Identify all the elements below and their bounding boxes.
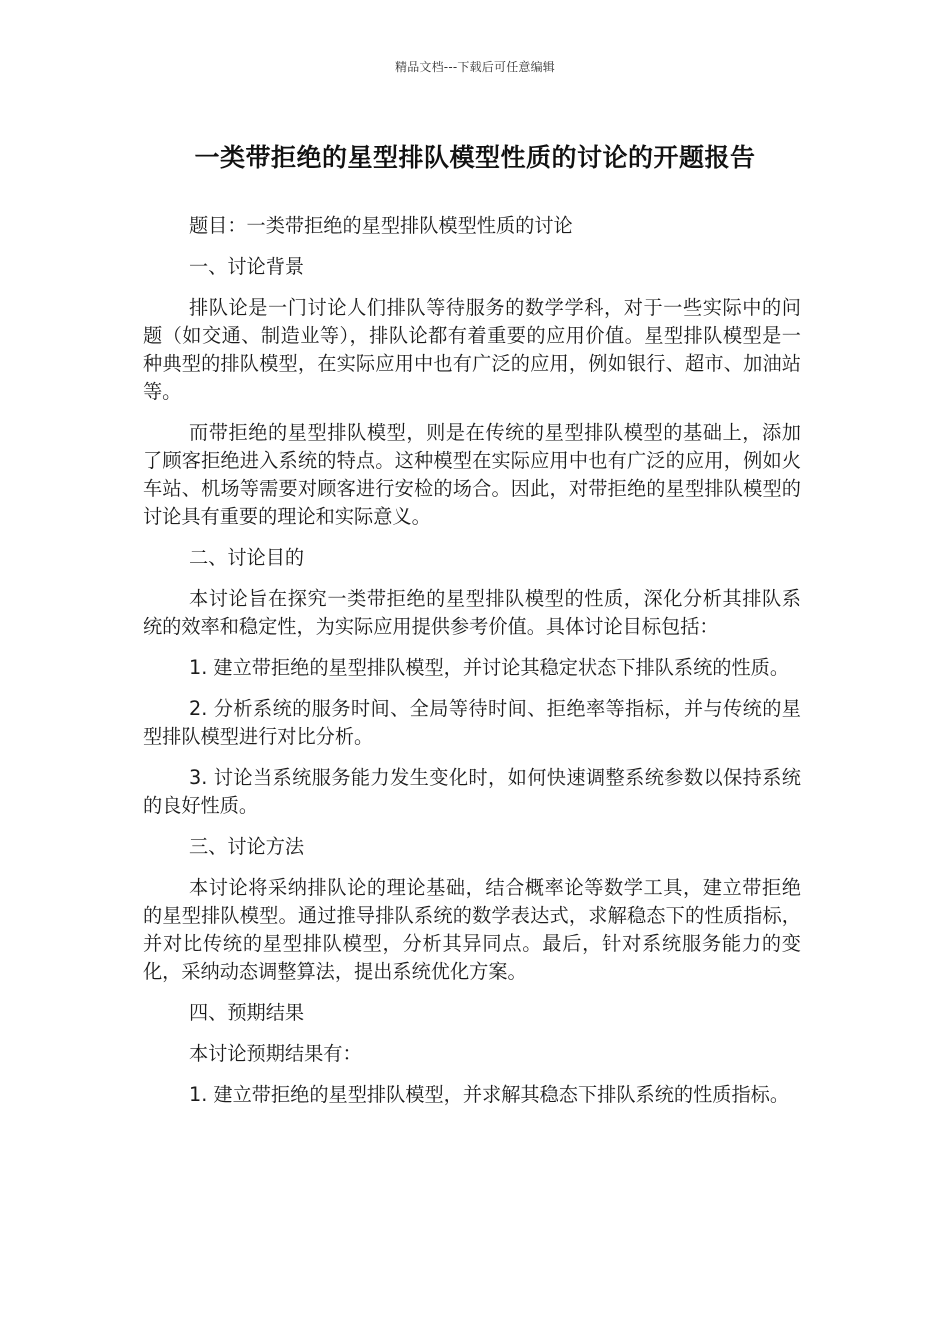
list-item: 3. 讨论当系统服务能力发生变化时，如何快速调整系统参数以保持系统的良好性质。: [143, 766, 801, 817]
document-body: [143, 212, 801, 1122]
document-title: 一类带拒绝的星型排队模型性质的讨论的开题报告: [194, 143, 756, 172]
list-item: 2. 分析系统的服务时间、全局等待时间、拒绝率等指标，并与传统的星型排队模型进行对比分析。: [143, 697, 801, 748]
paragraph: 本讨论将采纳排队论的理论基础，结合概率论等数学工具，建立带拒绝的星型排队模型。通过推导排队系统的数学表达式，求解稳态下的性质指标，并对比传统的星型排队模型，分析其异同点。最后，针对系统服务能力的变化，采纳动态调整算法，提出系统优化方案。: [143, 876, 801, 983]
list-item: 1. 建立带拒绝的星型排队模型，并讨论其稳定状态下排队系统的性质。: [189, 656, 790, 679]
paragraph: 本讨论旨在探究一类带拒绝的星型排队模型的性质，深化分析其排队系统的效率和稳定性，为实际应用提供参考价值。具体讨论目标包括：: [143, 587, 801, 638]
section-heading-expected-results: 四、预期结果: [189, 1001, 305, 1024]
paragraph: 而带拒绝的星型排队模型，则是在传统的星型排队模型的基础上，添加了顾客拒绝进入系统的特点。这种模型在实际应用中也有广泛的应用，例如火车站、机场等需要对顾客进行安检的场合。因此，对带拒绝的星型排队模型的讨论具有重要的理论和实际意义。: [143, 421, 801, 528]
section-heading-method: 三、讨论方法: [189, 835, 305, 858]
section-heading-purpose: 二、讨论目的: [189, 546, 305, 569]
list-item: 1. 建立带拒绝的星型排队模型，并求解其稳态下排队系统的性质指标。: [189, 1083, 790, 1106]
section-heading-background: 一、讨论背景: [189, 255, 305, 278]
paragraph: 排队论是一门讨论人们排队等待服务的数学学科，对于一些实际中的问题（如交通、制造业等），排队论都有着重要的应用价值。星型排队模型是一种典型的排队模型，在实际应用中也有广泛的应用，例如银行、超市、加油站等。: [143, 296, 801, 403]
header-note: 精品文档---下载后可任意编辑: [395, 60, 555, 74]
topic-line: 题目：一类带拒绝的星型排队模型性质的讨论: [189, 214, 573, 237]
paragraph: 本讨论预期结果有：: [189, 1042, 362, 1065]
